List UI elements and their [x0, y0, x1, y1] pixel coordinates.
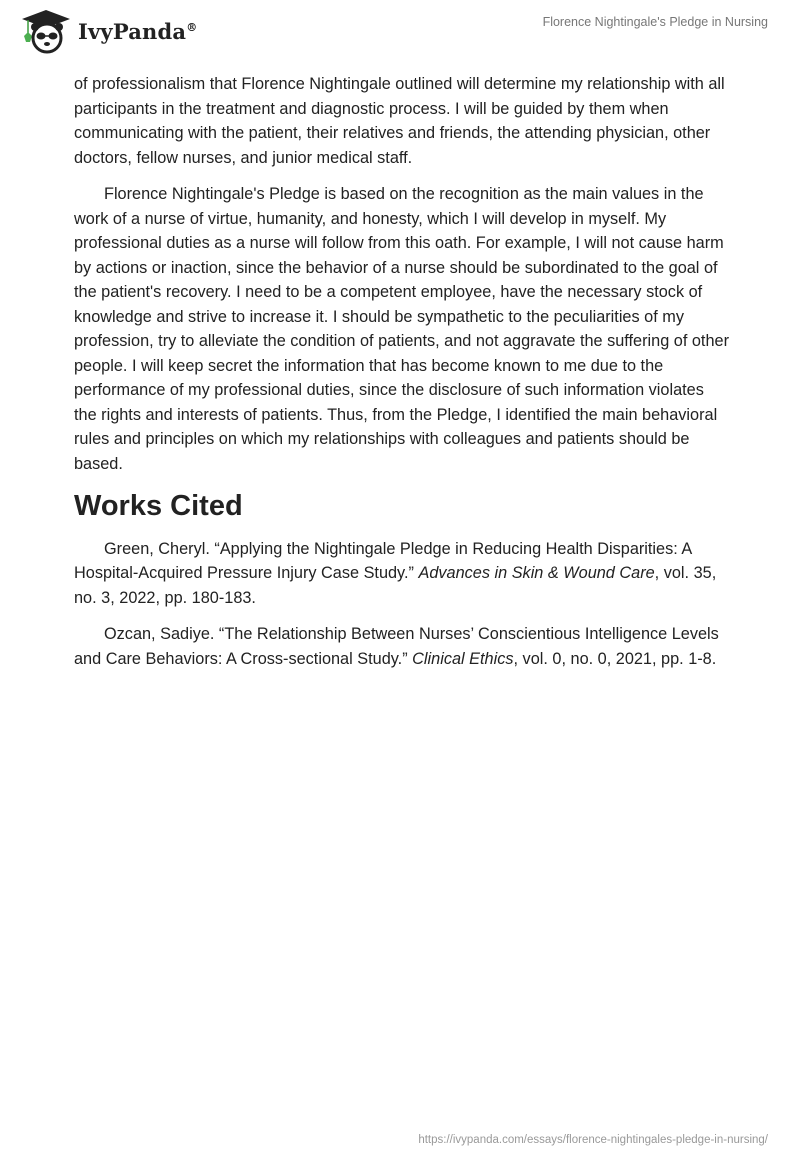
- essay-body: [74, 72, 730, 683]
- document-title: Florence Nightingale's Pledge in Nursing: [542, 15, 768, 29]
- paragraph: Florence Nightingale's Pledge is based on the recognition as the main values in the work of a nurse of virtue, humanity, and honesty, which I will develop in myself. My professional duties as a nurse will follow from this oath. For example, I will not cause harm by actions or inaction, since the behavior of a nurse should be subordinated to the goal of the patient's recovery. I need to be a competent employee, have the necessary stock of knowledge and strive to increase it. I should be sympathetic to the peculiarities of my profession, try to alleviate the condition of patients, and not aggravate the suffering of other people. I will keep secret the information that has become known to me due to the performance of my professional duties, since the disclosure of such information violates the rights and interests of patients. Thus, from the Pledge, I identified the main behavioral rules and principles on which my relationships with colleagues and patients should be based.: [74, 185, 729, 473]
- citation: Green, Cheryl. “Applying the Nightingale Pledge in Reducing Health Disparities: A Hospital-Acquired Pressure Injury Case Study.” Advances in Skin & Wound Care, vol. 35, no. 3, 2022, pp. 180-183.: [74, 539, 717, 607]
- page-header: [0, 0, 800, 64]
- works-cited-heading: Works Cited: [74, 490, 243, 522]
- paragraph: of professionalism that Florence Nightingale outlined will determine my relationship with all participants in the treatment and diagnostic process. I will be guided by them when communicating with the patient, their relatives and friends, the attending physician, other doctors, fellow nurses, and junior medical staff.: [74, 75, 725, 167]
- ivypanda-logo[interactable]: [20, 8, 197, 54]
- panda-graduate-icon: [20, 8, 72, 54]
- source-url[interactable]: https://ivypanda.com/essays/florence-nightingales-pledge-in-nursing/: [418, 1134, 768, 1146]
- logo-text: IvyPanda®: [78, 18, 198, 44]
- citation: Ozcan, Sadiye. “The Relationship Between Nurses’ Conscientious Intelligence Levels and Care Behaviors: A Cross-sectional Study.” Clinical Ethics, vol. 0, no. 0, 2021, pp. 1-8.: [74, 625, 719, 668]
